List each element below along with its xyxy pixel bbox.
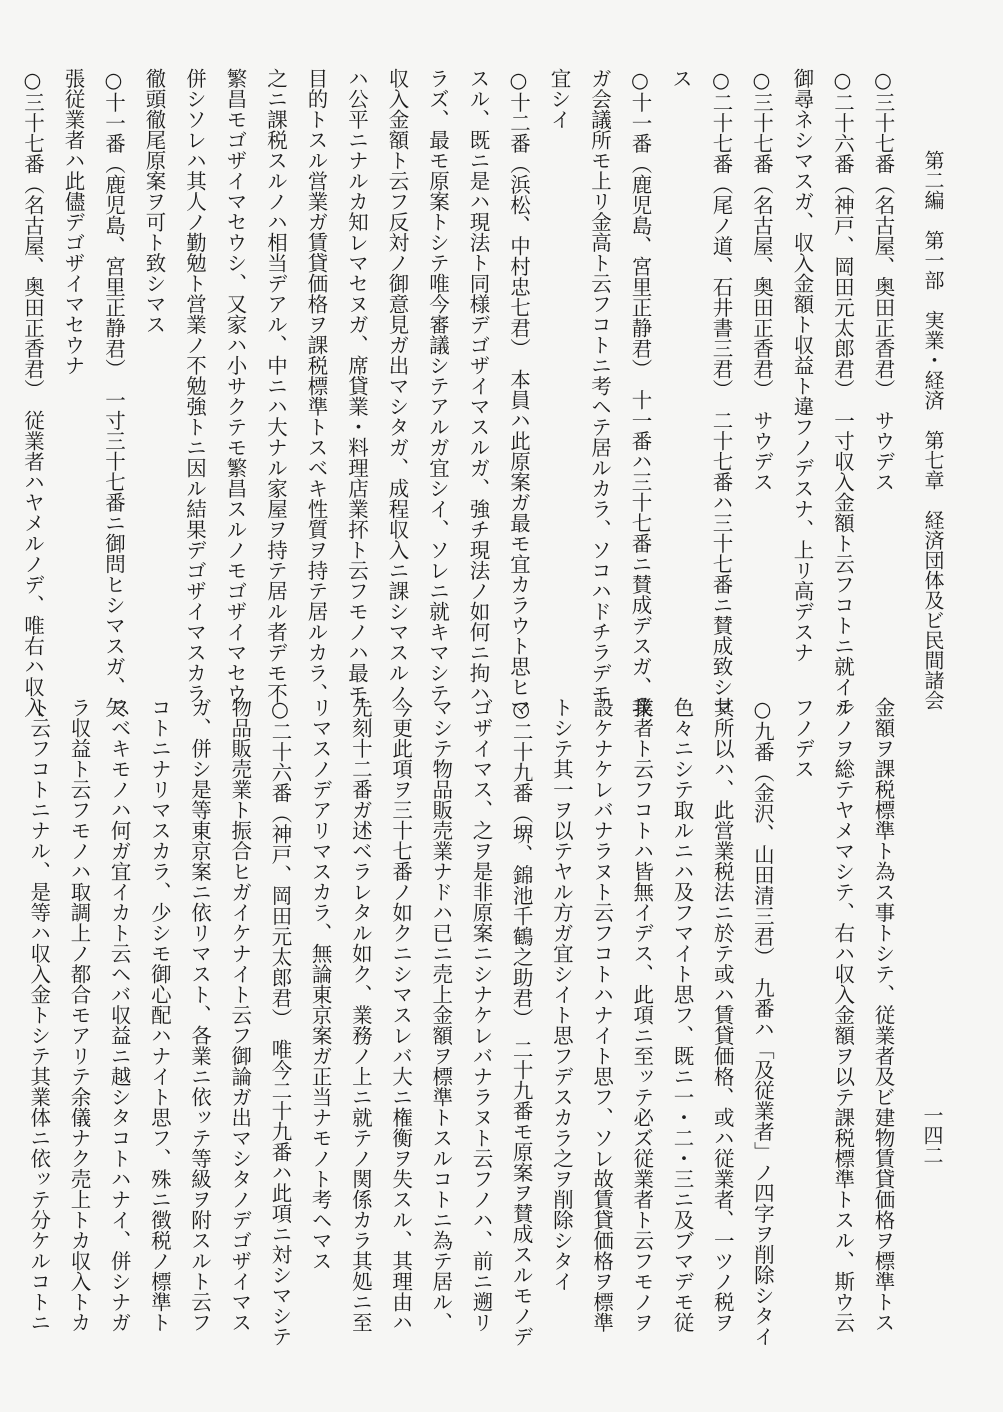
upper-text-block — [20, 68, 903, 718]
header-part: 経済団体及ビ民間諸会 — [921, 510, 945, 710]
text-line: ハ公平ニナルカ知レマセヌガ、席貸業・料理店業抔ト云フモノハ最モ — [344, 68, 369, 704]
text-line: 先刻十二番ガ述ベラレタル如ク、業務ノ上ニ就テノ関係カラ其処ニ至 — [348, 697, 373, 1333]
header-part: 実業・経済 — [921, 310, 945, 410]
header-part: 第一部 — [921, 230, 945, 290]
text-line: ラズ、最モ原案トシテ唯今審議シテアルガ宜シイ、ソレニ就キマシテ — [425, 68, 450, 704]
text-line: 徹頭徹尾原案ヲ可ト致シマス — [142, 68, 166, 335]
text-line: 宜シイ — [547, 68, 571, 130]
text-line: 併シソレハ其人ノ勤勉ト営業ノ不勉強トニ因ル結果デゴザイマスカラ — [182, 68, 207, 704]
text-line: 繁昌モゴザイマセウシ、又家ハ小サクテモ繁昌スルノモゴザイマセウ — [223, 68, 247, 704]
text-line: ガ会議所モ上リ金高ト云フコトニ考ヘテ居ルカラ、ソコハドチラデモ — [587, 68, 612, 704]
text-line: コトニナリマスカラ、少シモ御心配ハナイト思フ、殊ニ徴税ノ標準ト — [147, 697, 172, 1333]
text-line: ○十二番（浜松、中村忠七君） 本員ハ此原案ガ最モ宜カラウト思ヒマ — [506, 68, 531, 718]
page-number: 一四二 — [920, 1105, 944, 1165]
text-line: ラ収益ト云フモノハ取調上ノ都合モアリテ余儀ナク売上トカ収入トカ — [66, 697, 91, 1333]
text-line: ○二十九番（堺、錦池千鶴之助君） 二十九番モ原案ヲ賛成スルモノデ — [509, 697, 534, 1347]
text-line: 色々ニシテ取ルニハ及フマイト思フ、既ニ一・二・三ニ及ブマデモ従 — [669, 697, 694, 1333]
text-line: ○十一番（鹿児島、宮里正静君） 十一番ハ三十七番ニ賛成デスガ、我 — [628, 68, 652, 718]
text-line: ○二十六番（神戸、岡田元太郎君） 唯今二十九番ハ此項ニ対シマシテ — [267, 697, 292, 1347]
text-line: ○二十七番（尾ノ道、石井書三君） 二十七番ハ三十七番ニ賛成致シマ — [709, 68, 733, 718]
text-line: 之ニ課税スルノハ相当デアル、中ニハ大ナル家屋ヲ持テ居ル者デモ不 — [263, 68, 288, 704]
text-line: スル、既ニ是ハ現法ト同様デゴザイマスルガ、強チ現法ノ如何ニ拘ハ — [466, 68, 490, 704]
text-line: リマスノデアリマスカラ、無論東京案ガ正当ナモノト考ヘマス — [308, 697, 333, 1271]
text-line: 業者ト云フコトハ皆無イデス、此項ニ至ッテ必ズ従業者ト云フモノヲ — [629, 697, 654, 1333]
text-line: ○十一番（鹿児島、宮里正静君） 一寸三十七番ニ御問ヒシマスガ、矢 — [101, 68, 126, 718]
text-line: 張従業者ハ此儘デゴザイマセウナ — [61, 68, 85, 376]
text-line: ○二十六番（神戸、岡田元太郎君） 一寸収入金額ト云フコトニ就イテ — [830, 68, 855, 718]
text-line: 物品販売業ト振合ヒガイケナイト云フ御論ガ出マシタノデゴザイマス — [227, 697, 252, 1333]
text-line: 金額ヲ課税標準ト為ス事トシテ、従業者及ビ建物賃貸価格ヲ標準トス — [871, 697, 895, 1333]
text-line: ト云フコトニナル、是等ハ収入金トシテ其業体ニ依ッテ分ケルコトニ — [26, 697, 51, 1333]
text-line: ○九番（金沢、山田清三君） 九番ハ「及従業者」ノ四字ヲ削除シタイ — [750, 697, 775, 1347]
text-line: 其所以ハ、此営業税法ニ於テ或ハ賃貸価格、或ハ従業者、一ツノ税ヲ — [710, 697, 735, 1333]
text-line: ルノヲ総テヤメマシテ、右ハ収入金額ヲ以テ課税標準トスル、斯ウ云 — [830, 697, 855, 1333]
running-header — [919, 150, 948, 710]
text-line: ○三十七番（名古屋、奥田正香君） サウデス — [871, 68, 895, 492]
text-line: ゴザイマス、之ヲ是非原案ニシナケレバナラヌト云フノハ、前ニ遡リ — [468, 697, 493, 1333]
lower-text-block — [26, 697, 903, 1347]
text-line: 目的トスル営業ガ賃貸価格ヲ課税標準トスベキ性質ヲ持テ居ルカラ、 — [304, 68, 328, 704]
text-line: 設ケナケレバナラヌト云フコトハナイト思フ、ソレ故賃貸価格ヲ標準 — [589, 697, 614, 1333]
text-line: トシテ其一ヲ以テヤル方ガ宜シイト思フデスカラ之ヲ削除シタイ — [549, 697, 574, 1292]
text-line: ○三十七番（名古屋、奥田正香君） 従業者ハヤメルノデ、唯右ハ収入 — [20, 68, 45, 718]
text-line: 御尋ネシマスガ、収入金額ト収益ト違フノデスナ、上リ高デスナ — [790, 68, 814, 663]
text-line: マシテ物品販売業ナドハ已ニ売上金額ヲ標準トスルコトニ為テ居ル、 — [428, 697, 453, 1333]
text-line: ○三十七番（名古屋、奥田正香君） サウデス — [749, 68, 774, 492]
text-line: フノデス — [790, 697, 815, 779]
text-line: 今更此項ヲ三十七番ノ如クニシマスレバ大ニ権衡ヲ失スル、其理由ハ — [388, 697, 413, 1333]
header-part: 第七章 — [921, 430, 945, 490]
text-line: ス — [668, 68, 693, 89]
text-line: スベキモノハ何ガ宜イカト云ヘバ収益ニ越シタコトハナイ、併シナガ — [107, 697, 132, 1333]
header-part: 第二編 — [921, 150, 945, 210]
text-line: 収入金額ト云フ反対ノ御意見ガ出マシタガ、成程収入ニ課シマスルノ — [385, 68, 409, 704]
text-line: ガ、併シ是等東京案ニ依リマスト、各業ニ依ッテ等級ヲ附スルト云フ — [187, 697, 212, 1333]
